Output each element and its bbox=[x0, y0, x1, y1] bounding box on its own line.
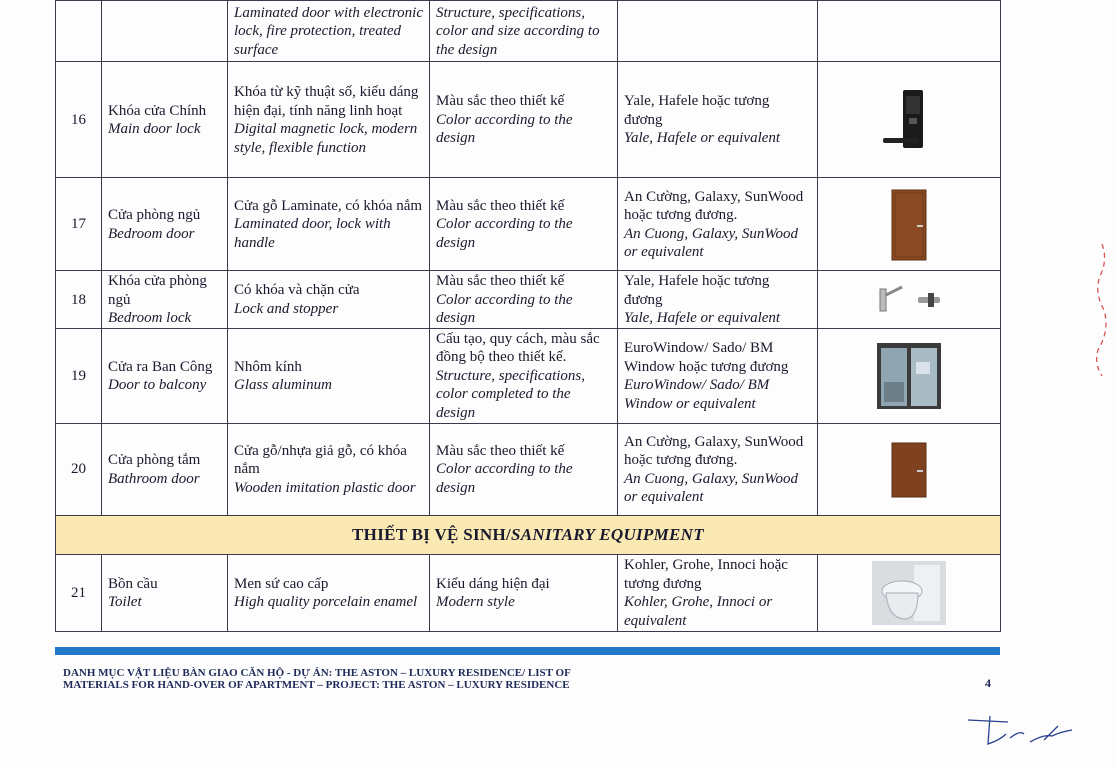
brand-cell: Yale, Hafele hoặc tương đương Yale, Hafele or equivalent bbox=[618, 271, 818, 329]
section-title: THIẾT BỊ VỆ SINH/SANITARY EQUIPMENT bbox=[56, 515, 1001, 554]
material-cell: Nhôm kính Glass aluminum bbox=[228, 328, 430, 423]
image-cell bbox=[818, 271, 1001, 329]
image-cell bbox=[818, 178, 1001, 271]
spec-cell: Màu sắc theo thiết kế Color according to the design bbox=[430, 271, 618, 329]
row-number: 18 bbox=[56, 271, 102, 329]
row-number: 17 bbox=[56, 178, 102, 271]
brand-cell: Yale, Hafele hoặc tương đương Yale, Hafele or equivalent bbox=[618, 62, 818, 178]
item-cell: Bồn cầu Toilet bbox=[102, 554, 228, 631]
brand-cell: An Cường, Galaxy, SunWood hoặc tương đương. An Cuong, Galaxy, SunWood or equivalent bbox=[618, 178, 818, 271]
row-number: 19 bbox=[56, 328, 102, 423]
image-cell bbox=[818, 423, 1001, 515]
spec-cell: Structure, specifications, color and size according to the design bbox=[430, 1, 618, 62]
footer-line-1: DANH MỤC VẬT LIỆU BÀN GIAO CĂN HỘ - DỰ ÁN: THE ASTON – LUXURY RESIDENCE/ LIST OF bbox=[63, 667, 571, 679]
image-cell bbox=[818, 328, 1001, 423]
glass-door-image bbox=[876, 342, 942, 410]
materials-table bbox=[55, 0, 1001, 632]
image-cell bbox=[818, 554, 1001, 631]
spec-cell: Cấu tạo, quy cách, màu sắc đồng bộ theo thiết kế. Structure, specifications, color completed to the design bbox=[430, 328, 618, 423]
spec-cell: Màu sắc theo thiết kế Color according to the design bbox=[430, 423, 618, 515]
material-cell: Cửa gỗ Laminate, có khóa nắm Laminated door, lock with handle bbox=[228, 178, 430, 271]
material-cell: Cửa gỗ/nhựa giả gỗ, có khóa nắm Wooden imitation plastic door bbox=[228, 423, 430, 515]
row-number: 21 bbox=[56, 554, 102, 631]
digital-lock-image bbox=[879, 88, 939, 152]
brand-cell: Kohler, Grohe, Innoci hoặc tương đương Kohler, Grohe, Innoci or equivalent bbox=[618, 554, 818, 631]
signature-mark bbox=[960, 710, 1080, 750]
wood-door-image bbox=[891, 189, 927, 261]
material-cell: Men sứ cao cấp High quality porcelain enamel bbox=[228, 554, 430, 631]
table-row bbox=[56, 62, 1001, 178]
brand-cell bbox=[618, 1, 818, 62]
brand-cell: An Cường, Galaxy, SunWood hoặc tương đương. An Cuong, Galaxy, SunWood or equivalent bbox=[618, 423, 818, 515]
row-number bbox=[56, 1, 102, 62]
table-row bbox=[56, 328, 1001, 423]
spec-cell: Kiểu dáng hiện đại Modern style bbox=[430, 554, 618, 631]
bathroom-door-image bbox=[891, 442, 927, 498]
table-row bbox=[56, 1, 1001, 62]
brand-cell: EuroWindow/ Sado/ BM Window hoặc tương đương EuroWindow/ Sado/ BM Window or equivalent bbox=[618, 328, 818, 423]
table-row bbox=[56, 271, 1001, 329]
item-cell: Khóa cửa Chính Main door lock bbox=[102, 62, 228, 178]
footer-line-2: MATERIALS FOR HAND-OVER OF APARTMENT – PROJECT: THE ASTON – LUXURY RESIDENCE bbox=[63, 679, 570, 691]
item-cell: Cửa phòng tắm Bathroom door bbox=[102, 423, 228, 515]
table-row bbox=[56, 178, 1001, 271]
material-cell: Có khóa và chặn cửa Lock and stopper bbox=[228, 271, 430, 329]
toilet-image bbox=[872, 561, 946, 625]
page-number: 4 bbox=[985, 676, 991, 690]
image-cell bbox=[818, 62, 1001, 178]
item-cell: Cửa ra Ban Công Door to balcony bbox=[102, 328, 228, 423]
lever-lock-image bbox=[874, 283, 944, 317]
row-number: 16 bbox=[56, 62, 102, 178]
image-cell bbox=[818, 1, 1001, 62]
row-number: 20 bbox=[56, 423, 102, 515]
spec-cell: Màu sắc theo thiết kế Color according to the design bbox=[430, 178, 618, 271]
item-cell: Khóa cửa phòng ngủ Bedroom lock bbox=[102, 271, 228, 329]
document-footer bbox=[63, 667, 743, 691]
footer-accent-bar bbox=[55, 647, 1000, 655]
spec-cell: Màu sắc theo thiết kế Color according to the design bbox=[430, 62, 618, 178]
material-cell: Khóa từ kỹ thuật số, kiểu dáng hiện đại, tính năng linh hoạt Digital magnetic lock, modern style, flexible function bbox=[228, 62, 430, 178]
material-cell: Laminated door with electronic lock, fire protection, treated surface bbox=[228, 1, 430, 62]
table-row bbox=[56, 554, 1001, 631]
item-cell: Cửa phòng ngủ Bedroom door bbox=[102, 178, 228, 271]
stamp-mark bbox=[1090, 240, 1114, 380]
section-header bbox=[56, 515, 1001, 554]
item-cell bbox=[102, 1, 228, 62]
table-row bbox=[56, 423, 1001, 515]
